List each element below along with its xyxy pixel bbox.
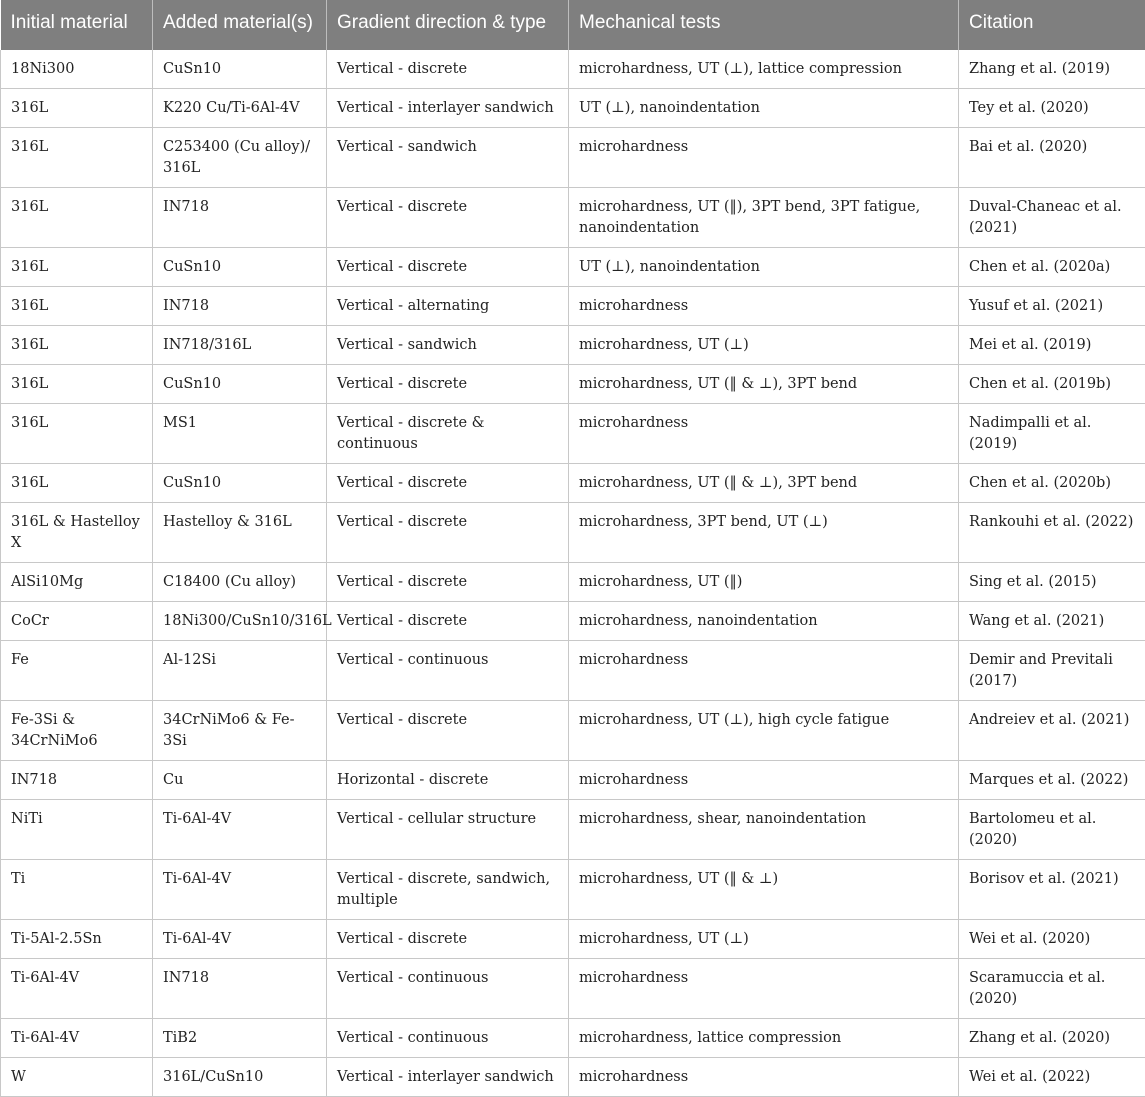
table-row — [1, 959, 1145, 1019]
initial-material-cell: 316L — [1, 365, 153, 404]
citation-cell: Sing et al. (2015) — [959, 563, 1145, 602]
table-row — [1, 920, 1145, 959]
gradient-cell: Vertical - discrete — [327, 503, 569, 563]
gradient-cell: Vertical - interlayer sandwich — [327, 89, 569, 128]
initial-material-cell: 316L — [1, 404, 153, 464]
initial-material-cell: Ti-6Al-4V — [1, 959, 153, 1019]
initial-material-cell: 316L — [1, 128, 153, 188]
citation-cell: Bai et al. (2020) — [959, 128, 1145, 188]
added-material-cell: IN718 — [153, 287, 327, 326]
added-material-cell: Ti-6Al-4V — [153, 800, 327, 860]
citation-cell: Zhang et al. (2019) — [959, 50, 1145, 89]
mechanical-tests-cell: microhardness — [569, 959, 959, 1019]
gradient-cell: Vertical - discrete — [327, 50, 569, 89]
gradient-cell: Vertical - discrete — [327, 365, 569, 404]
added-material-cell: Ti-6Al-4V — [153, 920, 327, 959]
initial-material-cell: IN718 — [1, 761, 153, 800]
header-row — [1, 0, 1145, 50]
added-material-cell: C18400 (Cu alloy) — [153, 563, 327, 602]
added-material-cell: C253400 (Cu alloy)/ 316L — [153, 128, 327, 188]
initial-material-cell: Ti — [1, 860, 153, 920]
citation-cell: Borisov et al. (2021) — [959, 860, 1145, 920]
table-row — [1, 188, 1145, 248]
mechanical-tests-cell: microhardness, nanoindentation — [569, 602, 959, 641]
added-material-cell: CuSn10 — [153, 50, 327, 89]
initial-material-cell: Ti-5Al-2.5Sn — [1, 920, 153, 959]
mechanical-tests-cell: microhardness, shear, nanoindentation — [569, 800, 959, 860]
table-row — [1, 287, 1145, 326]
added-material-cell: IN718/316L — [153, 326, 327, 365]
gradient-cell: Vertical - discrete — [327, 563, 569, 602]
gradient-cell: Vertical - discrete — [327, 602, 569, 641]
citation-cell: Andreiev et al. (2021) — [959, 701, 1145, 761]
added-material-cell: CuSn10 — [153, 248, 327, 287]
mechanical-tests-cell: microhardness — [569, 1058, 959, 1097]
added-material-cell: Cu — [153, 761, 327, 800]
table-row — [1, 404, 1145, 464]
gradient-cell: Vertical - discrete — [327, 248, 569, 287]
added-material-cell: 34CrNiMo6 & Fe-3Si — [153, 701, 327, 761]
citation-cell: Nadimpalli et al. (2019) — [959, 404, 1145, 464]
mechanical-tests-cell: microhardness, lattice compression — [569, 1019, 959, 1058]
initial-material-cell: 316L — [1, 188, 153, 248]
citation-cell: Mei et al. (2019) — [959, 326, 1145, 365]
citation-cell: Wei et al. (2020) — [959, 920, 1145, 959]
citation-cell: Bartolomeu et al. (2020) — [959, 800, 1145, 860]
initial-material-cell: NiTi — [1, 800, 153, 860]
gradient-cell: Vertical - discrete — [327, 920, 569, 959]
table-row — [1, 503, 1145, 563]
table-body — [1, 50, 1145, 1097]
citation-cell: Scaramuccia et al. (2020) — [959, 959, 1145, 1019]
gradient-cell: Vertical - discrete — [327, 464, 569, 503]
gradient-cell: Horizontal - discrete — [327, 761, 569, 800]
citation-cell: Demir and Previtali (2017) — [959, 641, 1145, 701]
citation-cell: Chen et al. (2020b) — [959, 464, 1145, 503]
initial-material-cell: W — [1, 1058, 153, 1097]
table-row — [1, 602, 1145, 641]
table-row — [1, 365, 1145, 404]
mechanical-tests-cell: microhardness, UT (⊥) — [569, 326, 959, 365]
gradient-cell: Vertical - continuous — [327, 1019, 569, 1058]
citation-cell: Zhang et al. (2020) — [959, 1019, 1145, 1058]
added-material-cell: TiB2 — [153, 1019, 327, 1058]
initial-material-cell: 316L — [1, 464, 153, 503]
table-row — [1, 860, 1145, 920]
mechanical-tests-cell: microhardness — [569, 761, 959, 800]
gradient-cell: Vertical - discrete — [327, 701, 569, 761]
mechanical-tests-cell: microhardness, UT (‖) — [569, 563, 959, 602]
mechanical-tests-cell: microhardness, 3PT bend, UT (⊥) — [569, 503, 959, 563]
gradient-cell: Vertical - discrete — [327, 188, 569, 248]
table-row — [1, 641, 1145, 701]
header-mechanical-tests: Mechanical tests — [569, 0, 959, 50]
table-row — [1, 1058, 1145, 1097]
initial-material-cell: Fe-3Si & 34CrNiMo6 — [1, 701, 153, 761]
gradient-cell: Vertical - discrete, sandwich, multiple — [327, 860, 569, 920]
mechanical-tests-cell: microhardness, UT (⊥) — [569, 920, 959, 959]
mechanical-tests-cell: microhardness, UT (‖ & ⊥) — [569, 860, 959, 920]
initial-material-cell: 316L — [1, 287, 153, 326]
gradient-cell: Vertical - continuous — [327, 641, 569, 701]
citation-cell: Wei et al. (2022) — [959, 1058, 1145, 1097]
header-added-materials: Added material(s) — [153, 0, 327, 50]
gradient-cell: Vertical - alternating — [327, 287, 569, 326]
gradient-cell: Vertical - interlayer sandwich — [327, 1058, 569, 1097]
table-row — [1, 701, 1145, 761]
mechanical-tests-cell: microhardness, UT (‖ & ⊥), 3PT bend — [569, 365, 959, 404]
mechanical-tests-cell: UT (⊥), nanoindentation — [569, 248, 959, 287]
citation-cell: Yusuf et al. (2021) — [959, 287, 1145, 326]
added-material-cell: 18Ni300/CuSn10/316L — [153, 602, 327, 641]
added-material-cell: IN718 — [153, 959, 327, 1019]
initial-material-cell: CoCr — [1, 602, 153, 641]
table-row — [1, 800, 1145, 860]
citation-cell: Rankouhi et al. (2022) — [959, 503, 1145, 563]
table-row — [1, 89, 1145, 128]
table-row — [1, 761, 1145, 800]
initial-material-cell: 316L — [1, 326, 153, 365]
initial-material-cell: Fe — [1, 641, 153, 701]
table-row — [1, 248, 1145, 287]
table-row — [1, 1019, 1145, 1058]
mechanical-tests-cell: microhardness, UT (‖), 3PT bend, 3PT fatigue, nanoindentation — [569, 188, 959, 248]
table-row — [1, 128, 1145, 188]
added-material-cell: IN718 — [153, 188, 327, 248]
table-row — [1, 326, 1145, 365]
citation-cell: Chen et al. (2019b) — [959, 365, 1145, 404]
initial-material-cell: AlSi10Mg — [1, 563, 153, 602]
citation-cell: Tey et al. (2020) — [959, 89, 1145, 128]
header-citation: Citation — [959, 0, 1145, 50]
citation-cell: Marques et al. (2022) — [959, 761, 1145, 800]
table-row — [1, 50, 1145, 89]
added-material-cell: MS1 — [153, 404, 327, 464]
initial-material-cell: Ti-6Al-4V — [1, 1019, 153, 1058]
gradient-cell: Vertical - sandwich — [327, 128, 569, 188]
mechanical-tests-cell: UT (⊥), nanoindentation — [569, 89, 959, 128]
added-material-cell: CuSn10 — [153, 464, 327, 503]
mechanical-tests-cell: microhardness — [569, 128, 959, 188]
header-initial-material: Initial material — [1, 0, 153, 50]
initial-material-cell: 316L & Hastelloy X — [1, 503, 153, 563]
table-row — [1, 563, 1145, 602]
header-gradient-direction-type: Gradient direction & type — [327, 0, 569, 50]
added-material-cell: 316L/CuSn10 — [153, 1058, 327, 1097]
added-material-cell: CuSn10 — [153, 365, 327, 404]
mechanical-tests-cell: microhardness, UT (⊥), lattice compression — [569, 50, 959, 89]
gradient-cell: Vertical - discrete & continuous — [327, 404, 569, 464]
added-material-cell: Ti-6Al-4V — [153, 860, 327, 920]
citation-cell: Chen et al. (2020a) — [959, 248, 1145, 287]
mechanical-tests-cell: microhardness, UT (‖ & ⊥), 3PT bend — [569, 464, 959, 503]
gradient-cell: Vertical - cellular structure — [327, 800, 569, 860]
table-row — [1, 464, 1145, 503]
mechanical-tests-cell: microhardness — [569, 641, 959, 701]
mechanical-tests-cell: microhardness — [569, 287, 959, 326]
initial-material-cell: 316L — [1, 248, 153, 287]
added-material-cell: Hastelloy & 316L — [153, 503, 327, 563]
gradient-cell: Vertical - continuous — [327, 959, 569, 1019]
added-material-cell: K220 Cu/Ti-6Al-4V — [153, 89, 327, 128]
added-material-cell: Al-12Si — [153, 641, 327, 701]
initial-material-cell: 316L — [1, 89, 153, 128]
mechanical-tests-cell: microhardness — [569, 404, 959, 464]
citation-cell: Duval-Chaneac et al. (2021) — [959, 188, 1145, 248]
initial-material-cell: 18Ni300 — [1, 50, 153, 89]
mechanical-tests-cell: microhardness, UT (⊥), high cycle fatigue — [569, 701, 959, 761]
gradient-cell: Vertical - sandwich — [327, 326, 569, 365]
citation-cell: Wang et al. (2021) — [959, 602, 1145, 641]
